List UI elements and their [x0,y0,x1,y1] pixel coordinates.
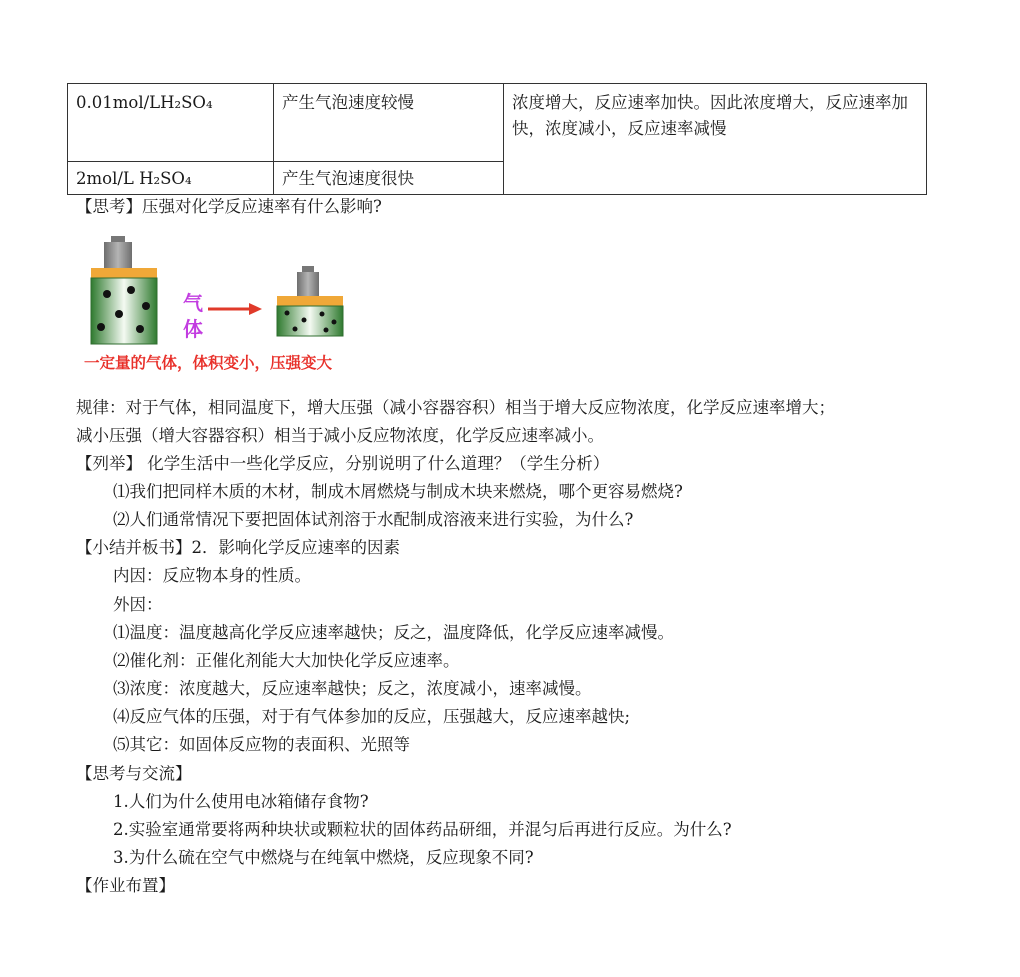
table-cell-conclusion: 浓度增大，反应速率加快。因此浓度增大，反应速率加快，浓度减小，反应速率减慢 [504,84,927,195]
figure-caption: 一定量的气体，体积变小，压强变大 [84,354,333,372]
gas-molecule [302,318,307,323]
gas-molecule [136,325,144,333]
homework-heading: 【作业布置】 [76,876,175,895]
gas-container-large [91,278,157,344]
experiment-table [67,83,927,195]
arrow-icon [249,303,262,315]
weight-block [297,272,319,296]
gas-molecule [103,290,111,298]
factor-concentration: ⑶浓度：浓度越大，反应速率越快；反之，浓度减小，速率减慢。 [113,679,592,698]
summary-heading: 【小结并板书】2．影响化学反应速率的因素 [76,538,400,557]
gas-compression-figure [82,234,354,376]
weight-knob [302,266,314,272]
factor-temperature: ⑴温度：温度越高化学反应速率越快；反之，温度降低，化学反应速率减慢。 [113,623,674,642]
gas-compression-diagram [82,234,354,376]
factor-catalyst: ⑵催化剂：正催化剂能大大加快化学反应速率。 [113,651,460,670]
gas-molecule [285,311,290,316]
rule-line-1: 规律：对于气体，相同温度下，增大压强（减小容器容积）相当于增大反应物浓度，化学反应速率增大； [76,398,835,417]
think-pressure-heading: 【思考】压强对化学反应速率有什么影响? [76,197,382,216]
table-cell-phenomenon: 产生气泡速度较慢 [274,84,504,162]
gas-molecule [320,312,325,317]
gas-molecule [115,310,123,318]
discussion-question-2: 2.实验室通常要将两种块状或颗粒状的固体药品研细，并混匀后再进行反应。为什么? [113,820,732,839]
table-cell-condition: 0.01mol/LH₂SO₄ [68,84,274,162]
gas-molecule [127,286,135,294]
table-row [68,84,927,162]
piston-lid [91,268,157,278]
example-question-1: ⑴我们把同样木质的木材，制成木屑燃烧与制成木块来燃烧，哪个更容易燃烧? [113,482,683,501]
summary-internal: 内因：反应物本身的性质。 [113,566,311,585]
weight-knob [111,236,125,242]
example-question-2: ⑵人们通常情况下要把固体试剂溶于水配制成溶液来进行实验，为什么? [113,510,634,529]
gas-molecule [142,302,150,310]
discussion-heading: 【思考与交流】 [76,764,192,783]
discussion-question-3: 3.为什么硫在空气中燃烧与在纯氧中燃烧，反应现象不同? [113,848,534,867]
gas-molecule [293,327,298,332]
weight-block [104,242,132,268]
gas-molecule [324,328,329,333]
discussion-question-1: 1.人们为什么使用电冰箱储存食物? [113,792,369,811]
table-cell-condition: 2mol/L H₂SO₄ [68,162,274,195]
table-cell-phenomenon: 产生气泡速度很快 [274,162,504,195]
examples-heading: 【列举】 化学生活中一些化学反应，分别说明了什么道理？（学生分析） [76,454,610,473]
rule-line-2: 减小压强（增大容器容积）相当于减小反应物浓度，化学反应速率减小。 [76,426,604,445]
gas-label-1: 气 [183,291,203,315]
gas-molecule [332,320,337,325]
factor-pressure: ⑷反应气体的压强，对于有气体参加的反应，压强越大，反应速率越快; [113,707,631,726]
factor-other: ⑸其它：如固体反应物的表面积、光照等 [113,735,410,754]
gas-molecule [97,323,105,331]
piston-lid [277,296,343,306]
gas-label-2: 体 [183,317,203,341]
summary-external: 外因： [113,595,163,614]
